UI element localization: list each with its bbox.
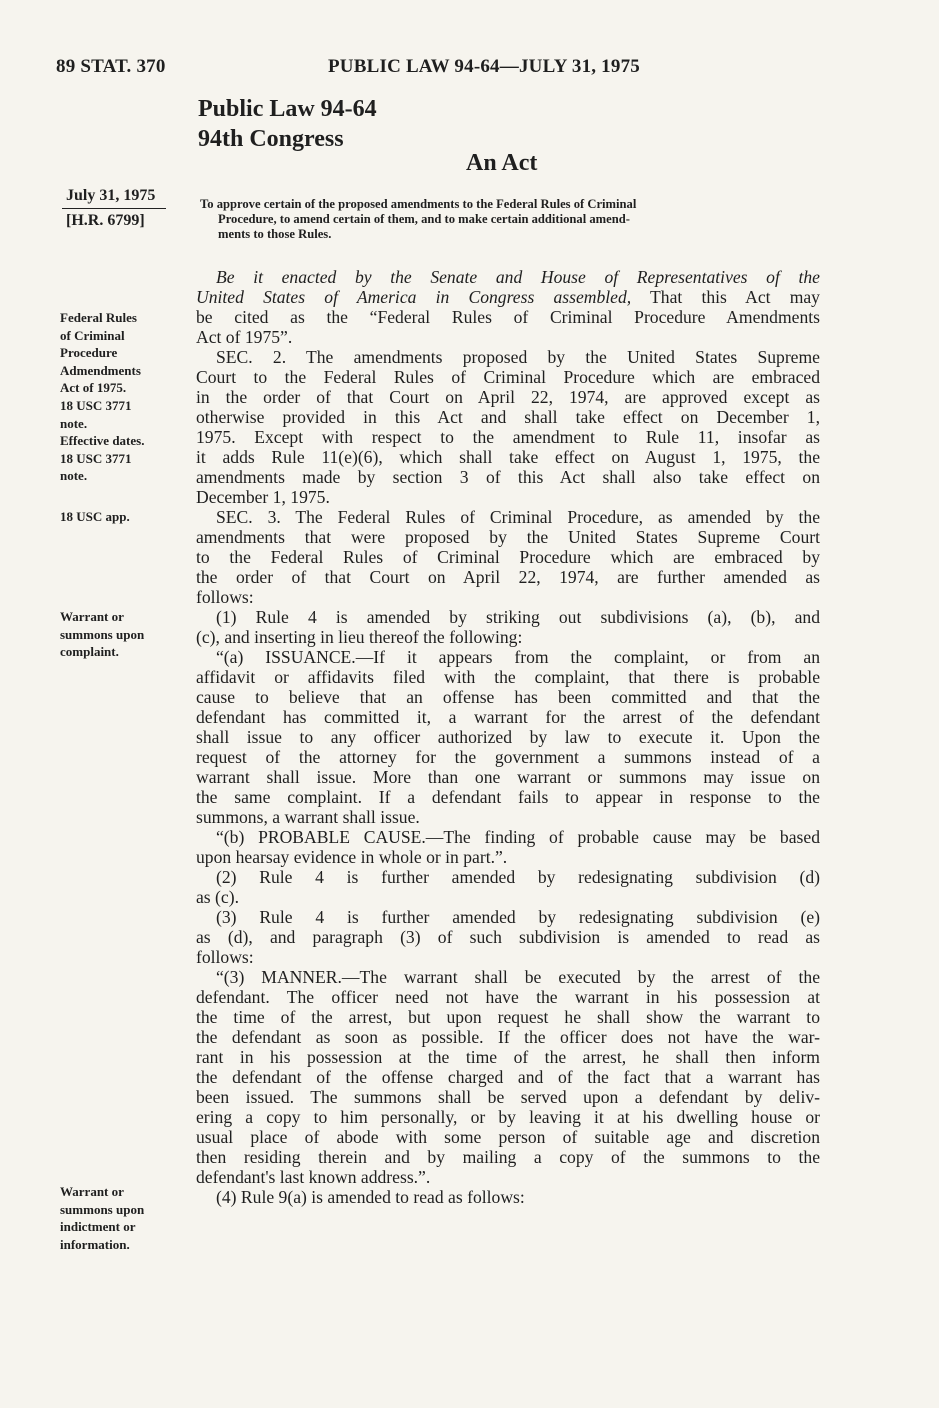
statute-body xyxy=(196,267,820,1207)
act-label: An Act xyxy=(466,150,538,176)
sidenote-line: of Criminal xyxy=(60,327,125,343)
item3-line: (3) Rule 4 is further amended by redesignating subdivision (e) xyxy=(216,907,820,927)
manner-line: the defendant of the offense charged and of the fact that a warrant has xyxy=(196,1067,820,1087)
issuance-line: defendant has committed it, a warrant for the arrest of the defendant xyxy=(196,707,820,727)
manner-line: defendant's last known address.”. xyxy=(196,1167,431,1187)
sidenote-line: indictment or xyxy=(60,1219,136,1235)
issuance-line: cause to believe that an offense has been committed and that the xyxy=(196,687,820,707)
sidenote-line: complaint. xyxy=(60,644,119,660)
sidenote-usc-app xyxy=(60,508,130,526)
manner-line: defendant. The officer need not have the warrant in his possession at xyxy=(196,987,820,1007)
item1-line: (c), and inserting in lieu thereof the following: xyxy=(196,627,523,647)
sidenote-line: 18 USC 3771 xyxy=(60,397,132,413)
manner-line: usual place of abode with some person of suitable age and discretion xyxy=(196,1127,820,1147)
sidenote-line: Warrant or xyxy=(60,1184,124,1199)
sidenote-line: information. xyxy=(60,1236,130,1252)
enacting-line: be cited as the “Federal Rules of Criminal Procedure Amendments xyxy=(196,307,820,327)
issuance-line: “(a) ISSUANCE.—If it appears from the complaint, or from an xyxy=(216,647,820,667)
sidenote-short-title xyxy=(60,309,144,485)
sidenote-warrant-complaint xyxy=(60,608,144,661)
item3-line: as (d), and paragraph (3) of such subdivision is amended to read as xyxy=(196,927,820,947)
sidenote-line: 18 USC 3771 xyxy=(60,450,132,466)
sidenote-line: Warrant or xyxy=(60,609,124,624)
item4-line: (4) Rule 9(a) is amended to read as follows: xyxy=(216,1187,525,1207)
sec2-line: Court to the Federal Rules of Criminal Procedure which are embraced xyxy=(196,367,820,387)
stat-citation: 89 STAT. 370 xyxy=(56,56,166,77)
sidenote-line: 18 USC app. xyxy=(60,509,130,524)
probable-cause-line: upon hearsay evidence in whole or in part.”. xyxy=(196,847,508,867)
enacting-line: United States of America in Congress assembled, That this Act may xyxy=(196,287,820,307)
sec2-line: it adds Rule 11(e)(6), which shall take effect on August 1, 1975, the xyxy=(196,447,820,467)
purpose-line: ments to those Rules. xyxy=(218,227,332,241)
sec2-line: 1975. Except with respect to the amendment to Rule 11, insofar as xyxy=(196,427,820,447)
probable-cause-line: “(b) PROBABLE CAUSE.—The finding of probable cause may be based xyxy=(216,827,820,847)
sec2-line: December 1, 1975. xyxy=(196,487,330,507)
sec2-line: in the order of that Court on April 22, 1974, are approved except as xyxy=(196,387,820,407)
sidenote-line: note. xyxy=(60,415,88,431)
congress-title: 94th Congress xyxy=(198,126,344,152)
sec3-line: to the Federal Rules of Criminal Procedure which are embraced by xyxy=(196,547,820,567)
sidenote-line: Admendments xyxy=(60,362,141,378)
issuance-line: affidavit or affidavits filed with the complaint, that there is probable xyxy=(196,667,820,687)
item2-line: as (c). xyxy=(196,887,239,907)
running-head: PUBLIC LAW 94-64—JULY 31, 1975 xyxy=(328,56,640,77)
issuance-line: shall issue to any officer authorized by law to execute it. Upon the xyxy=(196,727,820,747)
item1-line: (1) Rule 4 is amended by striking out subdivisions (a), (b), and xyxy=(216,607,820,627)
sec3-line: SEC. 3. The Federal Rules of Criminal Procedure, as amended by the xyxy=(216,507,820,527)
sec2-line: amendments made by section 3 of this Act shall also take effect on xyxy=(196,467,820,487)
sec3-line: the order of that Court on April 22, 1974, are further amended as xyxy=(196,567,820,587)
issuance-line: summons, a warrant shall issue. xyxy=(196,807,420,827)
manner-line: “(3) MANNER.—The warrant shall be executed by the arrest of the xyxy=(216,967,820,987)
issuance-line: warrant shall issue. More than one warrant or summons may issue on xyxy=(196,767,820,787)
purpose-line: Procedure, to amend certain of them, and to make certain additional amend- xyxy=(218,212,630,226)
sec2-line: SEC. 2. The amendments proposed by the United States Supreme xyxy=(216,347,820,367)
sidenote-line: Procedure xyxy=(60,345,118,361)
manner-line: the defendant as soon as possible. If the officer does not have the war- xyxy=(196,1027,820,1047)
sidenote-line: Federal Rules xyxy=(60,310,137,325)
manner-line: ering a copy to him personally, or by leaving it at his dwelling house or xyxy=(196,1107,820,1127)
manner-line: the time of the arrest, but upon request he shall show the warrant to xyxy=(196,1007,820,1027)
date-divider xyxy=(62,208,166,209)
enacting-line: Act of 1975”. xyxy=(196,327,293,347)
sec2-line: otherwise provided in this Act and shall take effect on December 1, xyxy=(196,407,820,427)
purpose-clause xyxy=(200,197,820,242)
enacting-line: Be it enacted by the Senate and House of Representatives of the xyxy=(216,267,820,287)
sidenote-line: summons upon xyxy=(60,626,145,642)
issuance-line: request of the attorney for the government a summons instead of a xyxy=(196,747,820,767)
sec3-line: amendments that were proposed by the United States Supreme Court xyxy=(196,527,820,547)
issuance-line: the same complaint. If a defendant fails to appear in response to the xyxy=(196,787,820,807)
sidenote-line: Act of 1975. xyxy=(60,380,127,396)
sidenote-line: note. xyxy=(60,468,88,484)
item3-line: follows: xyxy=(196,947,254,967)
sidenote-line: summons upon xyxy=(60,1201,145,1217)
bill-number: [H.R. 6799] xyxy=(66,212,145,229)
sidenote-warrant-indictment xyxy=(60,1183,144,1253)
public-law-title: Public Law 94-64 xyxy=(198,96,377,122)
purpose-line: To approve certain of the proposed amendments to the Federal Rules of Criminal xyxy=(200,197,637,211)
item2-line: (2) Rule 4 is further amended by redesignating subdivision (d) xyxy=(216,867,820,887)
manner-line: rant in his possession at the time of the arrest, he shall then inform xyxy=(196,1047,820,1067)
manner-line: then residing therein and by mailing a copy of the summons to the xyxy=(196,1147,820,1167)
sidenote-line: Effective dates. xyxy=(60,433,145,449)
manner-line: been issued. The summons shall be served upon a defendant by deliv- xyxy=(196,1087,820,1107)
sec3-line: follows: xyxy=(196,587,254,607)
approval-date: July 31, 1975 xyxy=(66,187,156,204)
